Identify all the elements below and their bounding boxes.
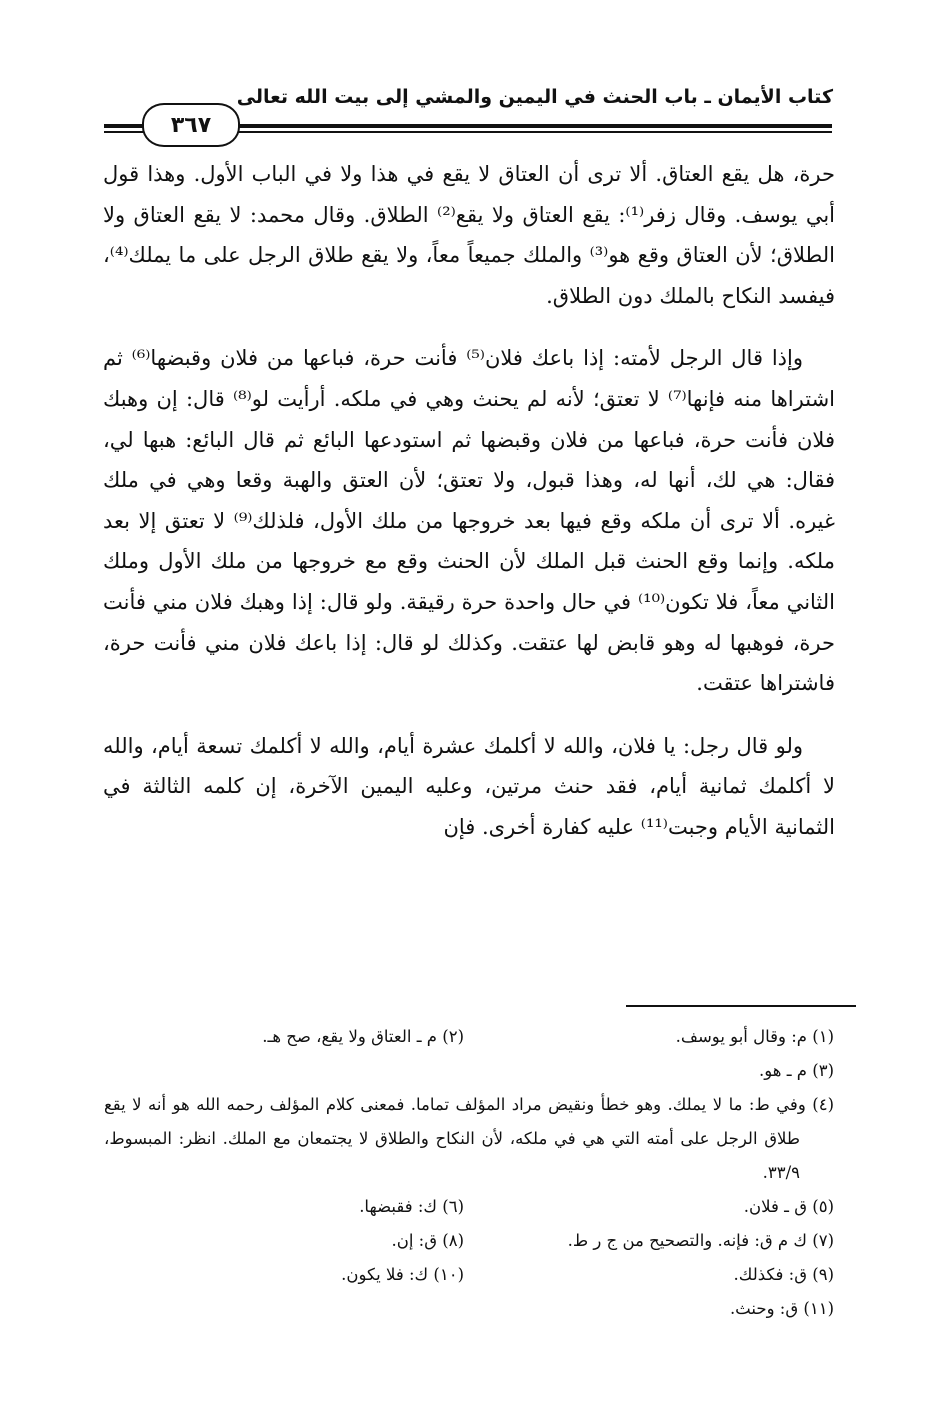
running-title: كتاب الأيمان ـ باب الحنث في اليمين والمشي إلى بيت الله تعالى [236, 86, 833, 108]
main-text [103, 154, 835, 848]
footnote-row [104, 1054, 834, 1088]
footnote: (٣) م ـ هو. [758, 1061, 834, 1080]
footnote-row [104, 1258, 834, 1292]
footnote: (٦) ك: فقبضها. [359, 1197, 464, 1216]
paragraph: حرة، هل يقع العتاق. ألا ترى أن العتاق لا يقع في هذا ولا في الباب الأول. وهذا قول أبي يوسف. وقال زفر⁽¹⁾: يقع العتاق ولا يقع⁽²⁾ الطلاق. وقال محمد: لا يقع العتاق ولا الطلاق؛ لأن العتاق وقع هو⁽³⁾ والملك جميعاً معاً، ولا يقع طلاق الرجل على ما يملك⁽⁴⁾، فيفسد النكاح بالملك دون الطلاق. [103, 162, 835, 308]
footnote: (١١) ق: وحنث. [729, 1299, 834, 1318]
footnote: (٨) ق: إن. [391, 1231, 464, 1250]
paragraph: ولو قال رجل: يا فلان، والله لا أكلمك عشرة أيام، والله لا أكلمك تسعة أيام، والله لا أكلمك ثمانية أيام، فقد حنث مرتين، وعليه اليمين الآخرة، إن كلمه الثالثة في الثمانية الأيام وجبت⁽¹¹⁾ عليه كفارة أخرى. فإن [103, 733, 835, 839]
footnote: (٢) م ـ العتاق ولا يقع، صح هـ. [262, 1027, 464, 1046]
footnote-row [104, 1292, 834, 1326]
footnote-separator [626, 1005, 856, 1007]
paragraph: وإذا قال الرجل لأمته: إذا باعك فلان⁽⁵⁾ فأنت حرة، فباعها من فلان وقبضها⁽⁶⁾ ثم اشتراها منه فإنها⁽⁷⁾ لا تعتق؛ لأنه لم يحنث وهي في ملكه. أرأيت لو⁽⁸⁾ قال: إن وهبك فلان فأنت حرة، فباعها من فلان وقبضها ثم استودعها البائع ثم قال البائع: هبها لي، فقال: هي لك، أنها له، وهذا قبول، ولا تعتق؛ لأن العتق والهبة وقعا وهي في ملك غيره. ألا ترى أن ملكه وقع فيها بعد خروجها من ملك الأول، فلذلك⁽⁹⁾ لا تعتق إلا بعد ملكه. وإنما وقع الحنث قبل الملك لأن الحنث وقع مع خروجها من ملك الأول وملك الثاني معاً، فلا تكون⁽¹⁰⁾ في حال واحدة حرة رقيقة. ولو قال: إذا وهبك فلان مني فأنت حرة، فوهبها له وهو قابض لها عتقت. وكذلك لو قال: إذا باعك فلان مني فأنت حرة، فاشتراها عتقت. [103, 346, 836, 696]
footnotes [104, 1020, 834, 1326]
footnote: (٥) ق ـ فلان. [743, 1197, 834, 1216]
footnote: (١٠) ك: فلا يكون. [341, 1265, 464, 1284]
footnote: (٧) ك م ق: فإنه. والتصحيح من ج ر ط. [567, 1231, 834, 1250]
page-number: ٣٦٧ [142, 103, 240, 147]
footnote-row [104, 1224, 834, 1258]
footnote-row [104, 1190, 834, 1224]
footnote: (٤) وفي ط: ما لا يملك. وهو خطأ ونقيض مراد المؤلف تماما. فمعنى كلام المؤلف رحمه الله هو أنه لا يقع طلاق الرجل على أمته التي هي في ملكه، لأن النكاح والطلاق لا يجتمعان مع الملك. انظر: المبسوط، ٣٣/٩. [104, 1095, 834, 1182]
footnote: (٩) ق: فكذلك. [733, 1265, 834, 1284]
footnote-row [104, 1020, 834, 1054]
footnote: (١) م: وقال أبو يوسف. [675, 1027, 834, 1046]
